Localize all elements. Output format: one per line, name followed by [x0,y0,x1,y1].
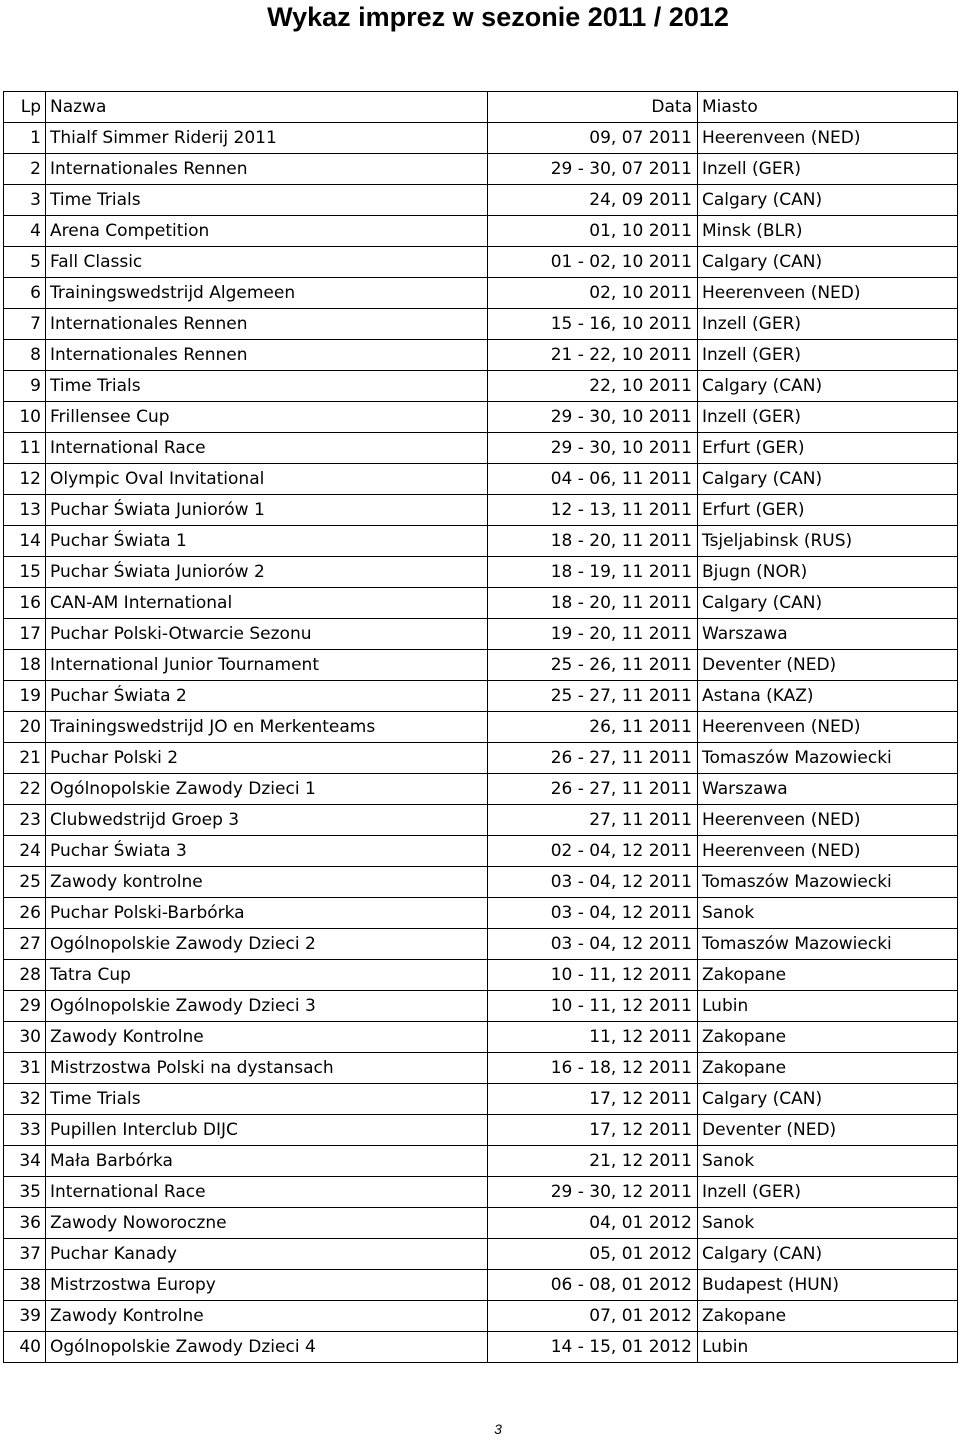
cell-miasto: Tomaszów Mazowiecki [698,867,958,898]
cell-miasto: Astana (KAZ) [698,681,958,712]
page-number: 3 [494,1421,502,1437]
cell-miasto: Heerenveen (NED) [698,836,958,867]
cell-data: 03 - 04, 12 2011 [488,898,698,929]
cell-data: 27, 11 2011 [488,805,698,836]
cell-nazwa: Zawody Kontrolne [46,1301,488,1332]
cell-data: 18 - 20, 11 2011 [488,588,698,619]
cell-nazwa: Internationales Rennen [46,154,488,185]
table-row [4,526,958,557]
cell-lp: 18 [4,650,46,681]
cell-nazwa: Puchar Polski 2 [46,743,488,774]
cell-nazwa: Time Trials [46,371,488,402]
cell-nazwa: Internationales Rennen [46,340,488,371]
table-header-row [4,92,958,123]
cell-miasto: Inzell (GER) [698,1177,958,1208]
table-row [4,216,958,247]
cell-miasto: Budapest (HUN) [698,1270,958,1301]
cell-nazwa: Mistrzostwa Polski na dystansach [46,1053,488,1084]
cell-lp: 7 [4,309,46,340]
cell-nazwa: Puchar Polski-Barbórka [46,898,488,929]
cell-data: 09, 07 2011 [488,123,698,154]
cell-lp: 30 [4,1022,46,1053]
cell-lp: 4 [4,216,46,247]
table-row [4,1177,958,1208]
cell-nazwa: Zawody Kontrolne [46,1022,488,1053]
cell-lp: 35 [4,1177,46,1208]
cell-nazwa: Tatra Cup [46,960,488,991]
cell-data: 16 - 18, 12 2011 [488,1053,698,1084]
cell-miasto: Erfurt (GER) [698,495,958,526]
cell-nazwa: Puchar Świata Juniorów 2 [46,557,488,588]
cell-nazwa: Mała Barbórka [46,1146,488,1177]
table-row [4,1053,958,1084]
cell-nazwa: Time Trials [46,1084,488,1115]
cell-nazwa: Arena Competition [46,216,488,247]
cell-nazwa: Puchar Polski-Otwarcie Sezonu [46,619,488,650]
cell-miasto: Tomaszów Mazowiecki [698,929,958,960]
table-row [4,650,958,681]
cell-nazwa: Fall Classic [46,247,488,278]
table-row [4,743,958,774]
table-row [4,867,958,898]
cell-data: 10 - 11, 12 2011 [488,960,698,991]
cell-data: 25 - 26, 11 2011 [488,650,698,681]
cell-data: 25 - 27, 11 2011 [488,681,698,712]
cell-data: 22, 10 2011 [488,371,698,402]
cell-miasto: Heerenveen (NED) [698,712,958,743]
table-row [4,433,958,464]
cell-data: 14 - 15, 01 2012 [488,1332,698,1363]
cell-nazwa: Trainingswedstrijd Algemeen [46,278,488,309]
cell-lp: 15 [4,557,46,588]
cell-data: 03 - 04, 12 2011 [488,867,698,898]
cell-data: 26 - 27, 11 2011 [488,743,698,774]
cell-lp: 6 [4,278,46,309]
cell-miasto: Calgary (CAN) [698,588,958,619]
cell-nazwa: Olympic Oval Invitational [46,464,488,495]
cell-data: 24, 09 2011 [488,185,698,216]
table-row [4,929,958,960]
cell-nazwa: CAN-AM International [46,588,488,619]
table-row [4,309,958,340]
table-row [4,774,958,805]
cell-data: 15 - 16, 10 2011 [488,309,698,340]
cell-nazwa: Puchar Kanady [46,1239,488,1270]
cell-nazwa: Puchar Świata Juniorów 1 [46,495,488,526]
cell-miasto: Calgary (CAN) [698,185,958,216]
cell-nazwa: International Race [46,1177,488,1208]
cell-miasto: Zakopane [698,960,958,991]
cell-lp: 40 [4,1332,46,1363]
table-row [4,247,958,278]
cell-data: 21 - 22, 10 2011 [488,340,698,371]
cell-lp: 12 [4,464,46,495]
cell-data: 01, 10 2011 [488,216,698,247]
table-row [4,557,958,588]
cell-miasto: Calgary (CAN) [698,1239,958,1270]
cell-nazwa: Ogólnopolskie Zawody Dzieci 3 [46,991,488,1022]
cell-miasto: Tsjeljabinsk (RUS) [698,526,958,557]
cell-data: 10 - 11, 12 2011 [488,991,698,1022]
table-row [4,464,958,495]
cell-nazwa: Ogólnopolskie Zawody Dzieci 1 [46,774,488,805]
cell-lp: 39 [4,1301,46,1332]
cell-nazwa: Trainingswedstrijd JO en Merkenteams [46,712,488,743]
table-row [4,402,958,433]
table-row [4,185,958,216]
cell-miasto: Erfurt (GER) [698,433,958,464]
table-row [4,340,958,371]
cell-miasto: Inzell (GER) [698,154,958,185]
cell-miasto: Heerenveen (NED) [698,805,958,836]
cell-nazwa: Puchar Świata 2 [46,681,488,712]
cell-lp: 37 [4,1239,46,1270]
cell-data: 01 - 02, 10 2011 [488,247,698,278]
cell-nazwa: International Junior Tournament [46,650,488,681]
cell-miasto: Zakopane [698,1022,958,1053]
cell-miasto: Sanok [698,898,958,929]
cell-nazwa: Time Trials [46,185,488,216]
cell-lp: 13 [4,495,46,526]
table-row [4,960,958,991]
cell-nazwa: Puchar Świata 3 [46,836,488,867]
cell-miasto: Zakopane [698,1301,958,1332]
cell-lp: 9 [4,371,46,402]
events-table [3,91,958,1363]
cell-lp: 27 [4,929,46,960]
header-data: Data [488,92,698,123]
cell-lp: 16 [4,588,46,619]
cell-miasto: Zakopane [698,1053,958,1084]
header-nazwa: Nazwa [46,92,488,123]
cell-lp: 2 [4,154,46,185]
cell-data: 03 - 04, 12 2011 [488,929,698,960]
cell-lp: 36 [4,1208,46,1239]
cell-miasto: Inzell (GER) [698,340,958,371]
cell-lp: 17 [4,619,46,650]
cell-nazwa: Puchar Świata 1 [46,526,488,557]
cell-lp: 25 [4,867,46,898]
cell-lp: 24 [4,836,46,867]
table-row [4,371,958,402]
cell-data: 18 - 20, 11 2011 [488,526,698,557]
cell-lp: 32 [4,1084,46,1115]
cell-miasto: Inzell (GER) [698,402,958,433]
cell-nazwa: Internationales Rennen [46,309,488,340]
cell-nazwa: International Race [46,433,488,464]
table-row [4,588,958,619]
table-row [4,1146,958,1177]
cell-nazwa: Frillensee Cup [46,402,488,433]
table-row [4,1022,958,1053]
cell-data: 11, 12 2011 [488,1022,698,1053]
table-row [4,1239,958,1270]
table-row [4,1208,958,1239]
cell-nazwa: Ogólnopolskie Zawody Dzieci 4 [46,1332,488,1363]
cell-lp: 20 [4,712,46,743]
cell-miasto: Tomaszów Mazowiecki [698,743,958,774]
cell-lp: 3 [4,185,46,216]
table-row [4,836,958,867]
cell-lp: 19 [4,681,46,712]
cell-data: 02, 10 2011 [488,278,698,309]
cell-nazwa: Mistrzostwa Europy [46,1270,488,1301]
cell-data: 12 - 13, 11 2011 [488,495,698,526]
cell-lp: 11 [4,433,46,464]
cell-miasto: Sanok [698,1208,958,1239]
table-row [4,712,958,743]
cell-miasto: Lubin [698,1332,958,1363]
cell-miasto: Warszawa [698,619,958,650]
cell-nazwa: Clubwedstrijd Groep 3 [46,805,488,836]
cell-miasto: Bjugn (NOR) [698,557,958,588]
cell-miasto: Minsk (BLR) [698,216,958,247]
cell-data: 26, 11 2011 [488,712,698,743]
cell-miasto: Deventer (NED) [698,1115,958,1146]
cell-lp: 23 [4,805,46,836]
cell-lp: 28 [4,960,46,991]
cell-lp: 31 [4,1053,46,1084]
cell-data: 29 - 30, 12 2011 [488,1177,698,1208]
cell-lp: 38 [4,1270,46,1301]
cell-miasto: Deventer (NED) [698,650,958,681]
cell-nazwa: Zawody Noworoczne [46,1208,488,1239]
cell-lp: 21 [4,743,46,774]
cell-miasto: Calgary (CAN) [698,371,958,402]
cell-data: 21, 12 2011 [488,1146,698,1177]
page-title: Wykaz imprez w sezonie 2011 / 2012 [267,2,729,32]
cell-data: 02 - 04, 12 2011 [488,836,698,867]
cell-data: 18 - 19, 11 2011 [488,557,698,588]
cell-data: 17, 12 2011 [488,1084,698,1115]
table-row [4,898,958,929]
header-miasto: Miasto [698,92,958,123]
cell-data: 29 - 30, 07 2011 [488,154,698,185]
cell-nazwa: Pupillen Interclub DIJC [46,1115,488,1146]
cell-miasto: Inzell (GER) [698,309,958,340]
cell-lp: 29 [4,991,46,1022]
cell-lp: 10 [4,402,46,433]
cell-data: 05, 01 2012 [488,1239,698,1270]
cell-data: 19 - 20, 11 2011 [488,619,698,650]
cell-data: 29 - 30, 10 2011 [488,402,698,433]
table-row [4,619,958,650]
cell-lp: 14 [4,526,46,557]
table-row [4,278,958,309]
cell-miasto: Heerenveen (NED) [698,278,958,309]
cell-data: 04, 01 2012 [488,1208,698,1239]
cell-lp: 1 [4,123,46,154]
cell-miasto: Sanok [698,1146,958,1177]
cell-miasto: Calgary (CAN) [698,464,958,495]
cell-nazwa: Thialf Simmer Riderij 2011 [46,123,488,154]
table-row [4,1084,958,1115]
table-row [4,123,958,154]
table-row [4,1115,958,1146]
cell-data: 06 - 08, 01 2012 [488,1270,698,1301]
cell-lp: 33 [4,1115,46,1146]
table-body [4,123,958,1363]
cell-nazwa: Ogólnopolskie Zawody Dzieci 2 [46,929,488,960]
cell-lp: 22 [4,774,46,805]
cell-nazwa: Zawody kontrolne [46,867,488,898]
cell-data: 17, 12 2011 [488,1115,698,1146]
cell-data: 26 - 27, 11 2011 [488,774,698,805]
cell-miasto: Lubin [698,991,958,1022]
header-lp: Lp [4,92,46,123]
table-row [4,1332,958,1363]
table-row [4,1270,958,1301]
cell-miasto: Heerenveen (NED) [698,123,958,154]
cell-miasto: Warszawa [698,774,958,805]
cell-lp: 5 [4,247,46,278]
cell-data: 04 - 06, 11 2011 [488,464,698,495]
table-row [4,1301,958,1332]
table-row [4,495,958,526]
cell-data: 29 - 30, 10 2011 [488,433,698,464]
table-row [4,681,958,712]
cell-lp: 34 [4,1146,46,1177]
cell-data: 07, 01 2012 [488,1301,698,1332]
cell-lp: 8 [4,340,46,371]
table-row [4,154,958,185]
cell-miasto: Calgary (CAN) [698,1084,958,1115]
table-row [4,805,958,836]
table-row [4,991,958,1022]
cell-lp: 26 [4,898,46,929]
cell-miasto: Calgary (CAN) [698,247,958,278]
